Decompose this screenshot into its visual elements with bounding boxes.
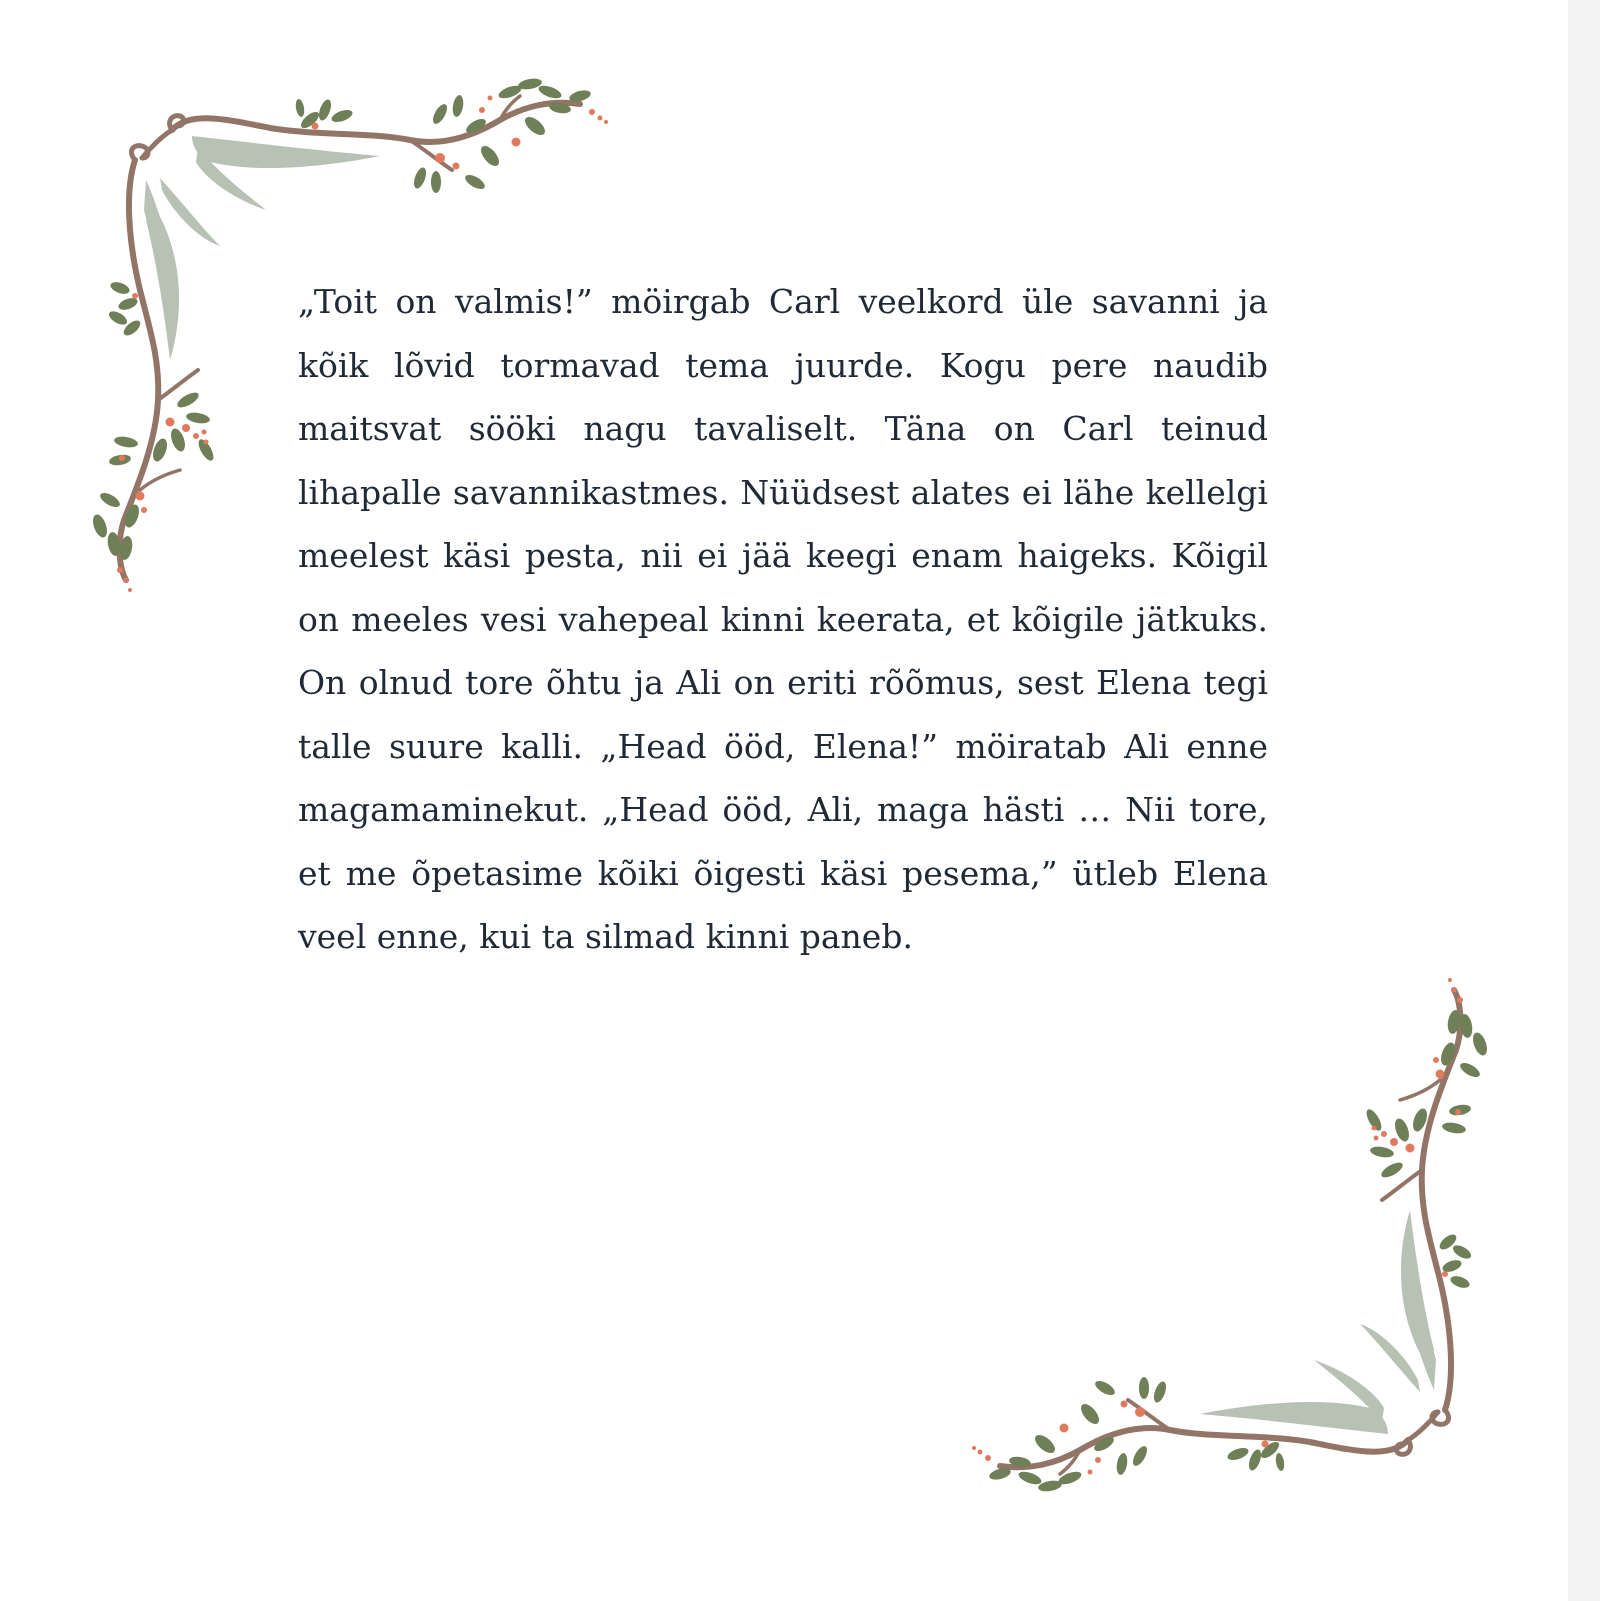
story-text-block bbox=[298, 270, 1268, 969]
branch-corner-ornament-bottom-right bbox=[960, 970, 1500, 1500]
berries-icon bbox=[972, 978, 1463, 1475]
branch-icon bbox=[1000, 990, 1460, 1474]
light-leaves-icon bbox=[1200, 1210, 1436, 1434]
page-edge-margin bbox=[1568, 0, 1600, 1601]
story-paragraph: „Toit on valmis!” möirgab Carl veelkord üle savanni ja kõik lõvid tormavad tema juurde. Kogu pere naudib maitsvat sööki nagu tavaliselt. Täna on Carl teinud lihapalle savannikastmes. Nüüdsest alates ei lähe kellelgi meelest käsi pesta, nii ei jää keegi enam haigeks. Kõigil on meeles vesi vahepeal kinni keerata, et kõigile jätkuks. On olnud tore õhtu ja Ali on eriti rõõmus, sest Elena tegi talle suure kalli. „Head ööd, Elena!” möiratab Ali enne magamaminekut. „Head ööd, Ali, maga hästi … Nii tore, et me õpetasime kõiki õigesti käsi pesema,” ütleb Elena veel enne, kui ta silmad kinni paneb. bbox=[298, 282, 1268, 956]
